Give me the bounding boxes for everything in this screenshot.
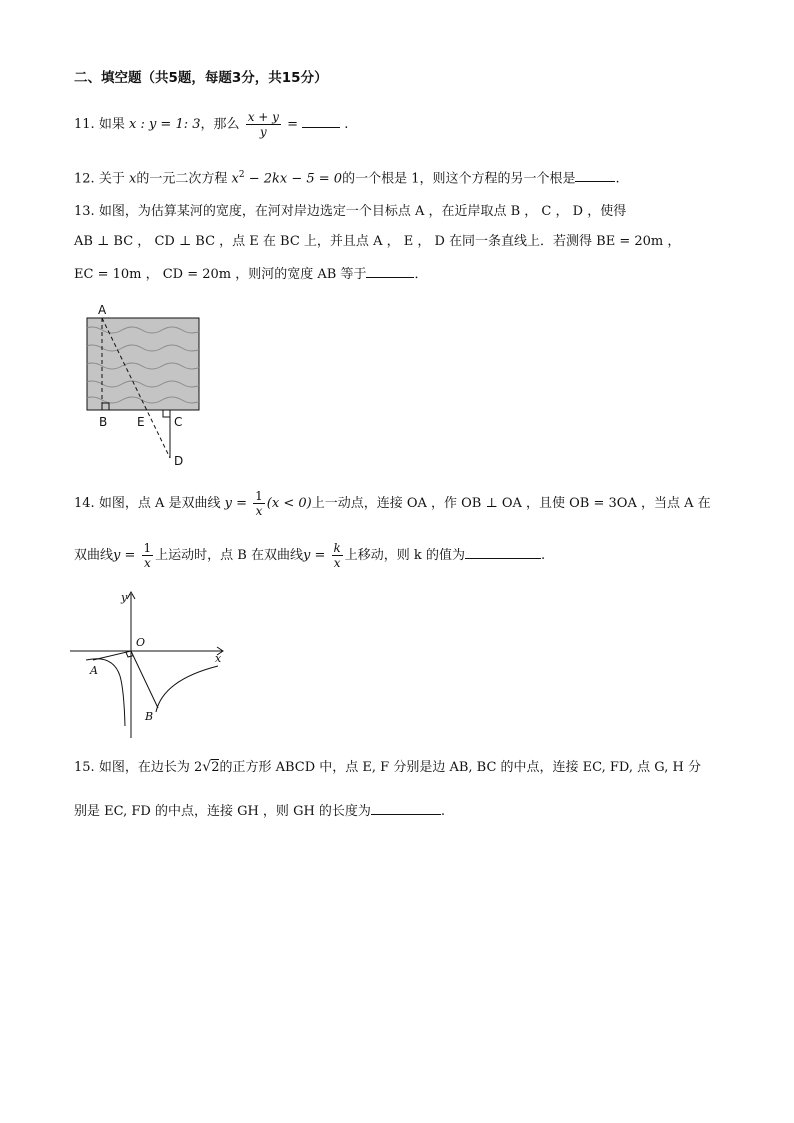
q14-text-5: 上移动，则 k 的值为 [344, 548, 465, 563]
label-y: y [121, 591, 128, 604]
q13-line-2: AB ⊥ BC ， CD ⊥ BC ，点 E 在 BC 上，并且点 A ， E ， D 在同一条直线上．若测得 BE = 20m ， [74, 234, 681, 249]
q12-text-2: 的一元二次方程 [136, 171, 228, 187]
q12-text-1: 关于 [98, 171, 125, 187]
q15-text-1: 如图，在边长为 [98, 760, 190, 775]
q11-numerator: x + y [247, 110, 279, 124]
radical-icon: √ [202, 759, 212, 775]
q14-end: . [540, 548, 546, 563]
q12-eq-a: x [231, 171, 239, 187]
q14-fraction-2 [142, 541, 154, 570]
q12-answer-blank[interactable] [575, 169, 615, 182]
q14-y-eq-1: y = [224, 496, 247, 511]
q15-answer-blank[interactable] [371, 802, 441, 815]
q15-text-3: 别是 EC, FD 的中点，连接 GH ，则 GH 的长度为 [74, 804, 371, 819]
question-13-line-2 [74, 233, 680, 251]
q14-fraction-3 [332, 541, 343, 570]
segment-oa [93, 651, 131, 660]
q14-y-eq-3: y = [303, 548, 326, 563]
right-angle-c [163, 410, 170, 417]
question-15-line-2 [74, 802, 445, 821]
label-a: A [98, 303, 107, 317]
q11-end: . [344, 117, 349, 132]
q11-number: 11. [74, 117, 95, 132]
q14-text-2: 上一动点，连接 OA ，作 OB ⊥ OA ，且使 OB = 3OA ，当点 A 在 [311, 496, 711, 511]
q14-fraction-3-den: x [333, 556, 341, 570]
q13-line-3: EC = 10m ， CD = 20m ，则河的宽度 AB 等于 [74, 267, 367, 282]
q11-answer-blank[interactable] [302, 115, 340, 128]
q14-text-3: 双曲线 [74, 548, 114, 563]
section-title: 二、填空题（共5题，每题3分，共15分） [74, 70, 328, 86]
label-e: E [137, 415, 145, 429]
question-14-line-2 [74, 541, 545, 570]
q14-fraction-1-num: 1 [255, 489, 263, 503]
q12-var: x [128, 171, 137, 187]
question-14-line-1 [74, 489, 711, 518]
q14-text-1: 如图，点 A 是双曲线 [98, 496, 221, 511]
segment-ob [131, 651, 158, 708]
q11-denominator: y [259, 125, 267, 139]
q13-number: 13. [74, 204, 95, 219]
q15-text-2: 的正方形 ABCD 中，点 E, F 分别是边 AB, BC 的中点，连接 EC, FD, 点 G, H 分 [219, 760, 701, 775]
q12-eq-b: − 2kx − 5 = 0 [244, 171, 343, 187]
q14-answer-blank[interactable] [465, 546, 541, 559]
question-13-line-3 [74, 265, 427, 284]
q14-fraction-2-num: 1 [143, 541, 152, 555]
q12-eq-exp: 2 [238, 170, 245, 180]
label-b: B [99, 415, 108, 429]
curve-y-k-over-x [156, 666, 218, 712]
q12-end: . [615, 171, 620, 187]
q15-radicand: 2 [211, 760, 220, 775]
q14-hyperbola-figure [68, 588, 228, 740]
q11-condition: x : y = 1: 3 [128, 117, 201, 132]
q14-fraction-1 [253, 489, 265, 518]
q11-mid: ，那么 [200, 117, 240, 132]
q13-line-1: 如图，为估算某河的宽度，在河对岸边选定一个目标点 A ，在近岸取点 B ， C ， D ，使得 [98, 204, 627, 219]
question-11 [74, 110, 348, 139]
q15-coefficient: 2 [193, 760, 203, 775]
q11-equals: = [287, 117, 298, 132]
q14-fraction-3-num: k [333, 541, 341, 555]
label-b: B [145, 710, 154, 723]
question-15-line-1 [74, 758, 701, 777]
q12-number: 12. [74, 171, 95, 187]
q13-river-figure [82, 300, 212, 470]
label-c: C [174, 415, 183, 429]
question-13-line-1 [74, 203, 626, 221]
q15-number: 15. [74, 760, 95, 775]
q13-answer-blank[interactable] [366, 265, 414, 278]
label-d: D [174, 454, 184, 468]
q14-condition: (x < 0) [266, 496, 312, 511]
label-x: x [215, 652, 222, 665]
label-o: O [136, 636, 146, 649]
q14-y-eq-2: y = [113, 548, 136, 563]
q14-text-4: 上运动时，点 B 在双曲线 [155, 548, 303, 563]
q11-fraction [246, 110, 281, 139]
question-12 [74, 166, 620, 188]
q14-fraction-2-den: x [143, 556, 151, 570]
q11-text: 如果 [98, 117, 125, 132]
river-area [87, 318, 199, 410]
q15-end: . [440, 804, 446, 819]
q13-end: ． [414, 267, 428, 282]
q14-fraction-1-den: x [255, 504, 263, 518]
q14-number: 14. [74, 496, 95, 511]
q12-text-3: 的一个根是 1，则这个方程的另一个根是 [342, 171, 576, 187]
label-a: A [90, 664, 98, 677]
